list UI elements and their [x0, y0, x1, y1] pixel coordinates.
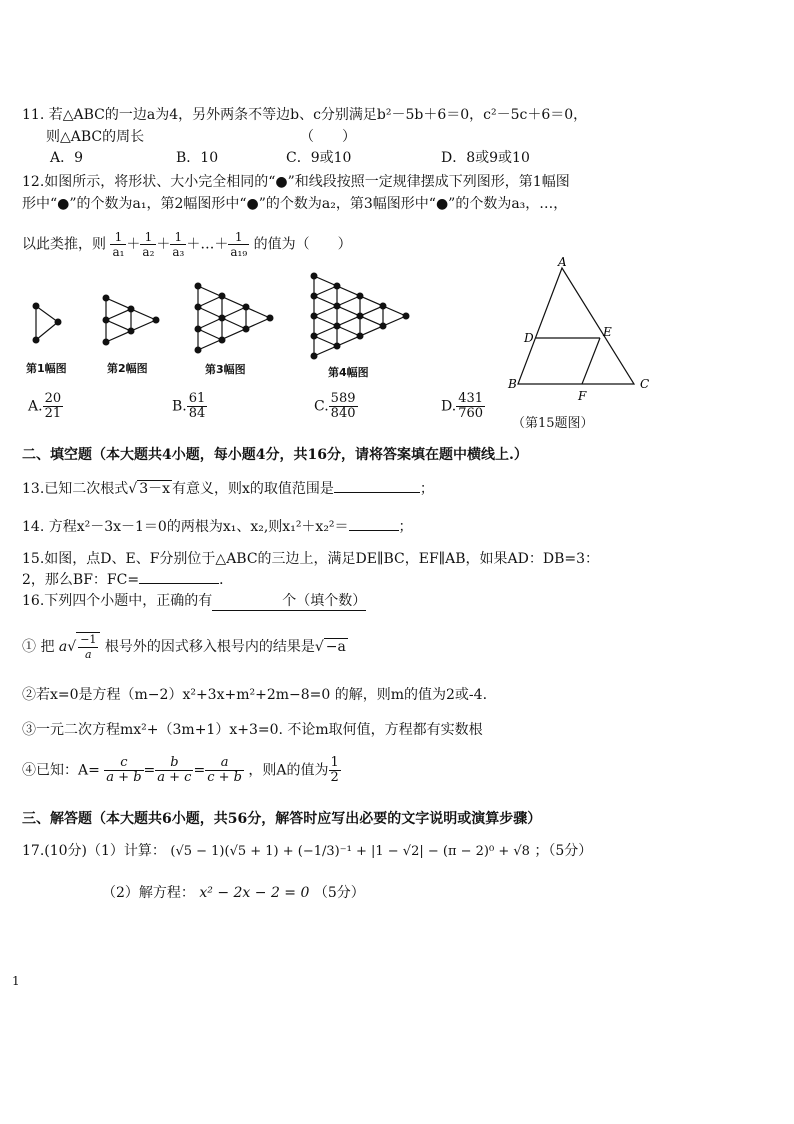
q12-figure-1 — [28, 300, 68, 350]
q12-term2: $\frac{1}{\text{a₂}}$ — [142, 230, 155, 259]
point-e-label: E — [603, 325, 612, 339]
q13-radicand: 3－x — [139, 481, 170, 497]
q12-figure-2-label: 第2幅图 — [107, 362, 148, 375]
q12-option-d: D. $\frac{431}{760}$ — [441, 391, 484, 421]
q16-answer-blank[interactable]: 个（填个数） — [212, 592, 366, 611]
q12-term3: $\frac{1}{\text{a₃}}$ — [172, 230, 185, 259]
q12-figure-2 — [98, 290, 168, 350]
q17-part2-equation: x² − 2x − 2 = 0 — [199, 885, 310, 901]
q17-part1: 17.(10分)（1）计算： (√5 − 1)(√5 + 1) + (−1/3)⁻¹ + |1 − √2| − (π − 2)⁰ + √8 ；（5分） — [22, 843, 593, 859]
q12-option-c: C. $\frac{589}{840}$ — [314, 391, 356, 421]
point-a-label: A — [558, 255, 567, 269]
q12-term1: $\frac{1}{\text{a₁}}$ — [112, 230, 125, 259]
q12-option-b: B. $\frac{61}{84}$ — [172, 391, 206, 421]
fig15-caption: （第15题图） — [512, 416, 594, 431]
point-d-label: D — [524, 331, 534, 345]
q12-figure-3-label: 第3幅图 — [205, 363, 246, 376]
q11-option-b: B．10 — [176, 150, 219, 166]
page-number: 1 — [12, 974, 20, 988]
q13-line: 13.已知二次根式√ 3－x 有意义，则x的取值范围是 ； — [22, 481, 434, 497]
q11-option-a: A．9 — [50, 150, 84, 166]
q15-line2: 2，那么BF：FC= ． — [22, 572, 234, 588]
q17-part1-expression: (√5 − 1)(√5 + 1) + (−1/3)⁻¹ + |1 − √2| − (π − 2)⁰ + √8 — [170, 844, 530, 859]
q17-part2: （2）解方程： x² − 2x − 2 = 0 （5分） — [102, 885, 365, 901]
q14-line: 14. 方程x²－3x－1＝0的两根为x₁、x₂,则x₁²＋x₂²＝ ； — [22, 519, 413, 535]
q12-line3-post: 的值为（ ） — [253, 236, 352, 253]
q15-line1: 15.如图，点D、E、F分别位于△ABC的三边上，满足DE∥BC，EF∥AB，如果AD：DB=3： — [22, 551, 600, 567]
q11-answer-paren: （ ） — [300, 129, 356, 145]
q12-term19: $\frac{1}{\text{a₁₉}}$ — [230, 230, 248, 259]
point-b-label: B — [508, 377, 517, 391]
q13-answer-blank[interactable] — [334, 492, 420, 493]
q16-item2: ②若x=0是方程（m−2）x²+3x+m²+2m−8=0 的解，则m的值为2或-4. — [22, 687, 488, 703]
q12-figure-3 — [190, 280, 282, 356]
q12-figure-1-label: 第1幅图 — [26, 362, 67, 375]
section3-heading: 三、解答题（本大题共6小题，共56分，解答时应写出必要的文字说明或演算步骤） — [22, 811, 542, 827]
q12-option-a: A. $\frac{20}{21}$ — [28, 391, 62, 421]
point-c-label: C — [640, 377, 650, 391]
q11-option-d: D．8或9或10 — [441, 150, 530, 166]
q16-item3: ③一元二次方程mx²+（3m+1）x+3=0. 不论m取何值，方程都有实数根 — [22, 722, 483, 738]
section2-heading: 二、填空题（本大题共4小题，每小题4分，共16分，请将答案填在题中横线上.） — [22, 447, 528, 463]
q16-item4: ④已知：A= $\frac{c}{a + b}$ = $\frac{b}{a + c}$ = $\frac{a}{c + b}$ ，则A的值为 $\frac{1}{2}$ — [22, 755, 339, 785]
q12-line3: 以此类推，则 $\frac{1}{\text{a₁}}$ ＋ $\frac{1}{\text{a₂}}$ ＋ $\frac{1}{\text{a₃}}$ ＋…＋ $\frac{1}{\text{a₁₉}}$ 的值为（ ） — [22, 230, 352, 259]
q11-line2: 则△ABC的周长 — [46, 129, 145, 145]
q15-triangle-figure — [500, 255, 660, 412]
q12-line1: 12.如图所示，将形状、大小完全相同的“●”和线段按照一定规律摆成下列图形，第1幅图 — [22, 174, 570, 190]
q16-line: 16.下列四个小题中，正确的有 个（填个数） — [22, 593, 367, 609]
q12-figure-4 — [306, 270, 416, 362]
q12-line3-pre: 以此类推，则 — [22, 236, 106, 253]
q14-answer-blank[interactable] — [349, 530, 399, 531]
q16-item1: ① 把 a√ $\frac{-1}{a}$ 根号外的因式移入根号内的结果是√ −a — [22, 633, 346, 661]
q15-answer-blank[interactable] — [139, 583, 219, 584]
q12-figure-4-label: 第4幅图 — [328, 366, 369, 379]
point-f-label: F — [578, 389, 587, 403]
q11-line1: 11. 若△ABC的一边a为4，另外两条不等边b、c分别满足b²－5b＋6＝0，c²－5c＋6＝0， — [22, 107, 588, 123]
q12-line2: 形中“●”的个数为a₁，第2幅图形中“●”的个数为a₂，第3幅图形中“●”的个数为a₃，…， — [22, 196, 568, 212]
q11-option-c: C．9或10 — [286, 150, 352, 166]
